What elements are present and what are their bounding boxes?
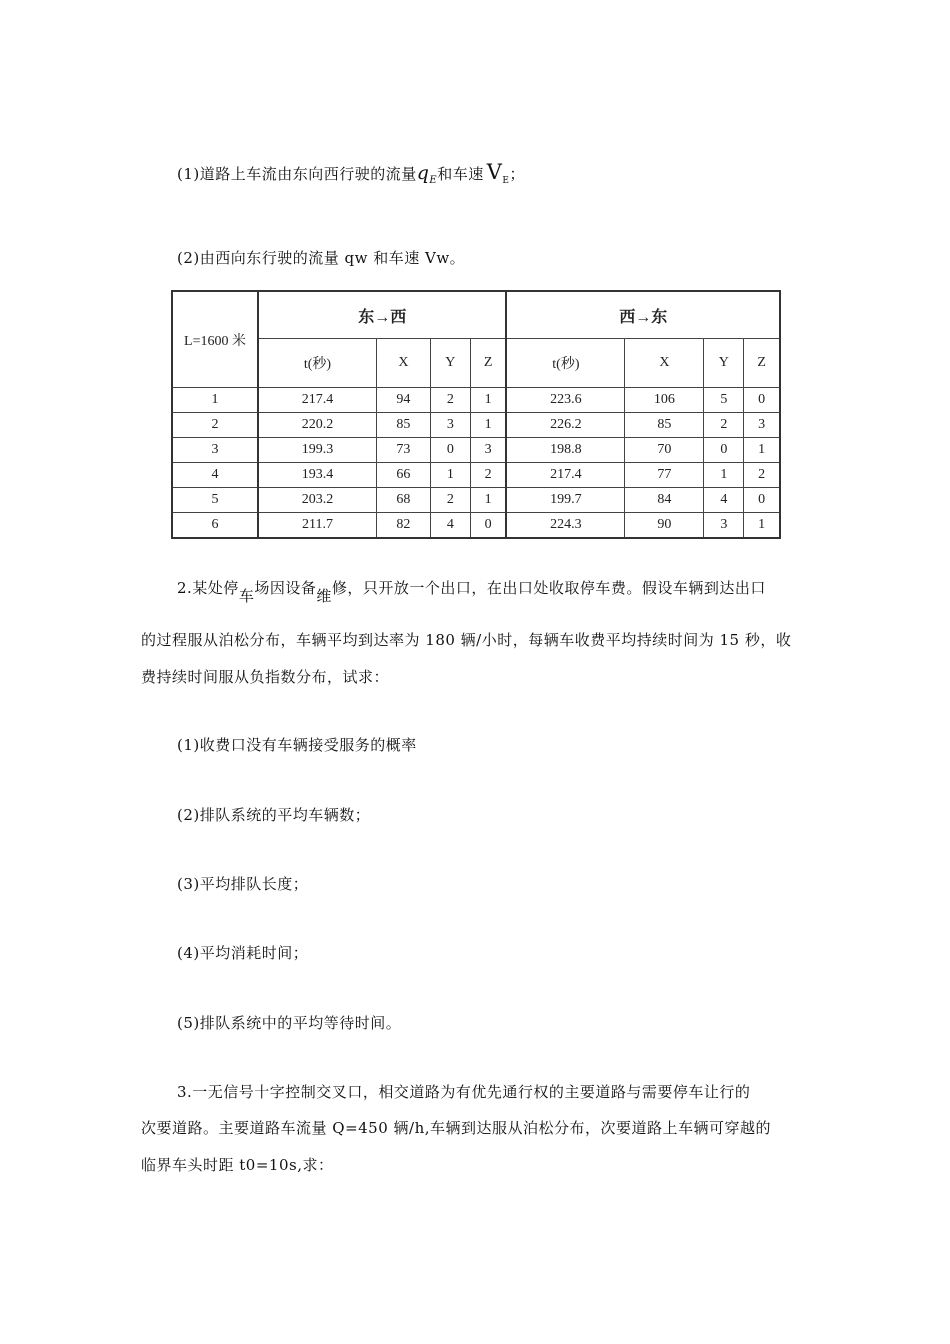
q2-intro-c: 修，只开放一个出口，在出口处收取停车费。假设车辆到达出口 [331,579,766,597]
table-cell: 5 [172,488,258,513]
table-cell: 203.2 [258,488,376,513]
group-header-east-west: 东→西 [258,291,506,339]
q1-item-1-suffix: ； [509,165,526,183]
q2-sub-item-4: (4)平均消耗时间； [177,944,309,962]
table-cell: 4 [430,513,470,539]
table-cell: 1 [470,388,506,413]
table-cell: 2 [430,488,470,513]
table-cell: 223.6 [506,388,624,413]
table-cell: 1 [744,438,780,463]
table-cell: 68 [376,488,430,513]
group-header-west-east: 西→东 [506,291,780,339]
subheader-cell: Y [704,339,744,388]
table-cell: 2 [470,463,506,488]
table-cell: 198.8 [506,438,624,463]
table-cell: 85 [376,413,430,438]
observation-table [171,290,781,539]
table-cell: 224.3 [506,513,624,539]
table-cell: 77 [625,463,704,488]
table-cell: 4 [704,488,744,513]
q2-sub-item-1: (1)收费口没有车辆接受服务的概率 [177,736,417,754]
table-row [172,513,780,539]
subheader-cell: t(秒) [258,339,376,388]
q2-intro-b: 场因设备 [254,579,317,597]
q2-intro-sub2: 维 [316,587,332,605]
q1-item-1-middle: 和车速 [437,165,484,183]
table-cell: 0 [744,388,780,413]
table-cell: 2 [430,388,470,413]
table-cell: 2 [704,413,744,438]
table-cell: 1 [430,463,470,488]
v-subscript: E [502,176,510,186]
table-cell: 226.2 [506,413,624,438]
table-row [172,438,780,463]
table-cell: 199.7 [506,488,624,513]
table-cell: 84 [625,488,704,513]
q2-intro-line [177,578,766,606]
table-row [172,413,780,438]
table-cell: 94 [376,388,430,413]
q2-intro-sub1: 车 [238,587,255,605]
table-cell: 3 [744,413,780,438]
subheader-cell: X [625,339,704,388]
table-cell: 6 [172,513,258,539]
table-cell: 0 [430,438,470,463]
table-cell: 2 [172,413,258,438]
table-cell: 3 [430,413,470,438]
table-cell: 73 [376,438,430,463]
table-cell: 0 [744,488,780,513]
table-header-row-1 [172,291,780,339]
table-cell: 90 [625,513,704,539]
table-row [172,488,780,513]
table-cell: 1 [470,413,506,438]
table-cell: 1 [744,513,780,539]
table-corner-cell: L=1600 米 [172,291,258,388]
q1-item-2: (2)由西向东行驶的流量 qw 和车速 Vw。 [177,249,466,267]
table-cell: 1 [470,488,506,513]
q3-line-1: 3.一无信号十字控制交叉口，相交道路为有优先通行权的主要道路与需要停车让行的 [177,1083,751,1101]
subheader-cell: Z [470,339,506,388]
table-cell: 3 [172,438,258,463]
table-cell: 106 [625,388,704,413]
q2-line-2: 的过程服从泊松分布，车辆平均到达率为 180 辆/小时，每辆车收费平均持续时间为 15 秒，收 [141,631,792,649]
table-cell: 3 [704,513,744,539]
q-symbol: q [416,162,430,184]
q2-intro-a: 2.某处停 [177,579,239,597]
table-cell: 193.4 [258,463,376,488]
q-subscript: E [429,175,438,186]
q2-sub-item-5: (5)排队系统中的平均等待时间。 [177,1014,402,1032]
table-cell: 220.2 [258,413,376,438]
table-cell: 217.4 [506,463,624,488]
table-cell: 199.3 [258,438,376,463]
q2-line-3: 费持续时间服从负指数分布，试求： [141,668,390,686]
q3-line-2: 次要道路。主要道路车流量 Q=450 辆/h,车辆到达服从泊松分布，次要道路上车辆可穿越的 [141,1119,772,1137]
table-cell: 2 [744,463,780,488]
subheader-cell: Z [744,339,780,388]
q2-sub-item-2: (2)排队系统的平均车辆数； [177,806,371,824]
q1-item-1-prefix: (1)道路上车流由东向西行驶的流量 [177,165,417,183]
q1-item-1 [177,162,525,191]
table-cell: 66 [376,463,430,488]
table-cell: 3 [470,438,506,463]
table-cell: 82 [376,513,430,539]
table-header-row-2 [172,339,780,388]
table-cell: 0 [470,513,506,539]
table-cell: 4 [172,463,258,488]
q2-sub-item-3: (3)平均排队长度； [177,875,309,893]
table-row [172,388,780,413]
subheader-cell: X [376,339,430,388]
v-symbol: V [486,160,503,184]
table-cell: 85 [625,413,704,438]
table-cell: 1 [704,463,744,488]
table-cell: 211.7 [258,513,376,539]
table-cell: 1 [172,388,258,413]
subheader-cell: Y [430,339,470,388]
q3-line-3: 临界车头时距 t0=10s,求： [141,1156,334,1174]
table-cell: 217.4 [258,388,376,413]
table-row [172,463,780,488]
table-cell: 0 [704,438,744,463]
table-cell: 70 [625,438,704,463]
subheader-cell: t(秒) [506,339,624,388]
table-cell: 5 [704,388,744,413]
